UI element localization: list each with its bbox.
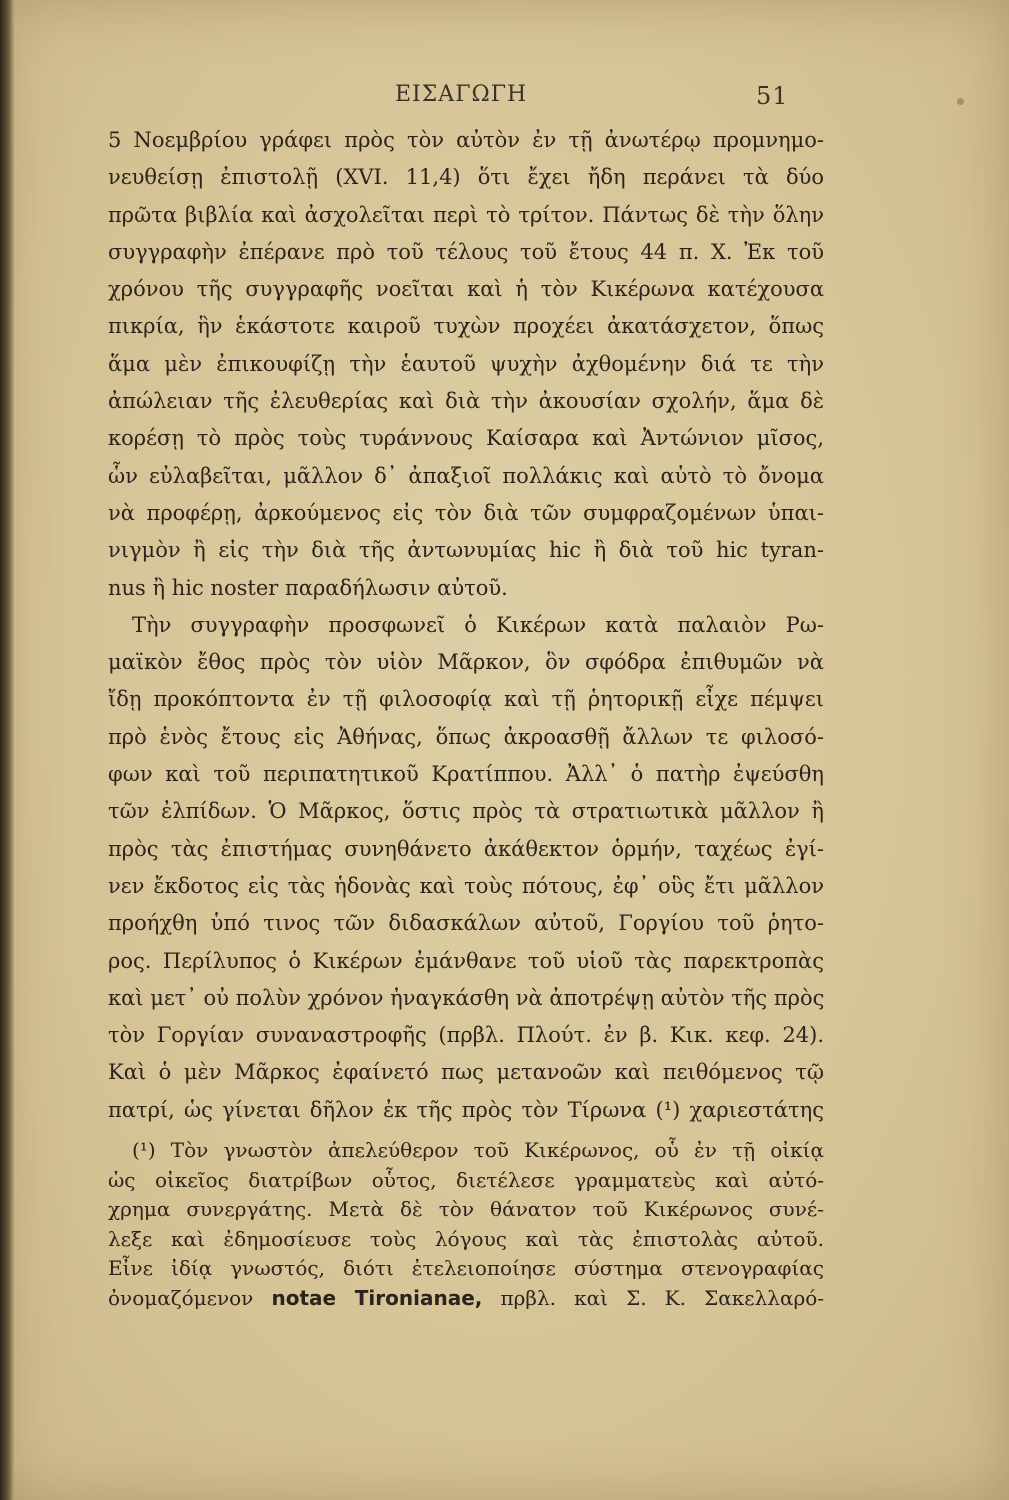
- footnote-line: Εἶνε ἰδίᾳ γνωστός, διότι ἐτελειοποίησε σύστημα στενογραφίας: [108, 1256, 824, 1280]
- page-gutter: [0, 0, 14, 1500]
- text-line: nus ἢ hic noster παραδήλωσιν αὐτοῦ.: [108, 575, 508, 600]
- text-line: κορέσῃ τὸ πρὸς τοὺς τυράννους Καίσαρα καὶ Ἀντώνιον μῖσος,: [108, 426, 824, 451]
- footnote-text: ὀνομαζόμενον: [108, 1285, 254, 1310]
- latin-term: notae Tironianae,: [271, 1285, 483, 1310]
- footnote-block: [108, 1136, 824, 1313]
- text-line: νευθείσῃ ἐπιστολῇ (XVI. 11,4) ὅτι ἔχει ἤδη περάνει τὰ δύο: [108, 165, 824, 190]
- text-line: ἴδῃ προκόπτοντα ἐν τῇ φιλοσοφίᾳ καὶ τῇ ῥητορικῇ εἶχε πέμψει: [108, 687, 824, 712]
- text-line: πρὸς τὰς ἐπιστήμας συνηθάνετο ἀκάθεκτον ὁρμήν, ταχέως ἐγί-: [108, 836, 824, 861]
- text-line: νεν ἔκδοτος εἰς τὰς ἡδονὰς καὶ τοὺς πότους, ἐφ᾽ οὓς ἔτι μᾶλλον: [108, 873, 824, 898]
- running-title: ΕΙΣΑΓΩΓΗ: [395, 82, 528, 107]
- text-line: Καὶ ὁ μὲν Μᾶρκος ἐφαίνετό πως μετανοῶν καὶ πειθόμενος τῷ: [108, 1060, 824, 1085]
- footnote-line: λεξε καὶ ἐδημοσίευσε τοὺς λόγους καὶ τὰς ἐπιστολὰς αὐτοῦ.: [108, 1226, 824, 1251]
- text-line: τῶν ἐλπίδων. Ὁ Μᾶρκος, ὅστις πρὸς τὰ στρατιωτικὰ μᾶλλον ἢ: [108, 799, 824, 824]
- footnote-last-line: [108, 1284, 824, 1314]
- text-line: τὸν Γοργίαν συναναστροφῆς (πρβλ. Πλούτ. ἐν β. Κικ. κεφ. 24).: [108, 1023, 824, 1048]
- text-line: χρόνου τῆς συγγραφῆς νοεῖται καὶ ἡ τὸν Κικέρωνα κατέχουσα: [108, 277, 824, 302]
- paragraph-start-line: Τὴν συγγραφὴν προσφωνεῖ ὁ Κικέρων κατὰ παλαιὸν Ρω-: [132, 612, 824, 637]
- text-line: πρὸ ἑνὸς ἔτους εἰς Ἀθήνας, ὅπως ἀκροασθῇ ἄλλων τε φιλοσό-: [108, 724, 824, 749]
- text-line: ρος. Περίλυπος ὁ Κικέρων ἐμάνθανε τοῦ υἱοῦ τὰς παρεκτροπὰς: [108, 948, 824, 973]
- footnote-line: (¹) Τὸν γνωστὸν ἀπελεύθερον τοῦ Κικέρωνος, οὗ ἐν τῇ οἰκίᾳ: [132, 1138, 824, 1162]
- text-line: 5 Νοεμβρίου γράφει πρὸς τὸν αὐτὸν ἐν τῇ ἀνωτέρῳ προμνημο-: [108, 128, 824, 152]
- text-line: νιγμὸν ἢ εἰς τὴν διὰ τῆς ἀντωνυμίας hic ἢ διὰ τοῦ hic tyran-: [108, 538, 824, 563]
- text-line: πρῶτα βιβλία καὶ ἀσχολεῖται περὶ τὸ τρίτον. Πάντως δὲ τὴν ὅλην: [108, 202, 824, 227]
- text-line: πικρία, ἣν ἑκάστοτε καιροῦ τυχὼν προχέει ἀκατάσχετον, ὅπως: [108, 314, 824, 339]
- text-line: ὧν εὐλαβεῖται, μᾶλλον δ᾽ ἀπαξιοῖ πολλάκις καὶ αὐτὸ τὸ ὄνομα: [108, 463, 824, 488]
- main-text: [108, 122, 824, 1129]
- text-line: πατρί, ὡς γίνεται δῆλον ἐκ τῆς πρὸς τὸν Τίρωνα (¹) χαριεστάτης: [108, 1097, 824, 1122]
- running-header: [0, 82, 1009, 112]
- text-line: φων καὶ τοῦ περιπατητικοῦ Κρατίππου. Ἀλλ᾽ ὁ πατὴρ ἐψεύσθη: [108, 762, 824, 787]
- text-line: ἀπώλειαν τῆς ἐλευθερίας καὶ διὰ τὴν ἀκουσίαν σχολήν, ἅμα δὲ: [108, 389, 824, 414]
- page-number: 51: [756, 82, 789, 110]
- text-line: μαϊκὸν ἔθος πρὸς τὸν υἱὸν Μᾶρκον, ὃν σφόδρα ἐπιθυμῶν νὰ: [108, 650, 824, 675]
- text-line: ἅμα μὲν ἐπικουφίζῃ τὴν ἑαυτοῦ ψυχὴν ἀχθομένην διά τε τὴν: [108, 351, 824, 376]
- footnote-text: πρβλ. καὶ Σ. Κ. Σακελλαρό-: [500, 1285, 825, 1310]
- text-line: συγγραφὴν ἐπέρανε πρὸ τοῦ τέλους τοῦ ἔτους 44 π. Χ. Ἐκ τοῦ: [108, 239, 824, 264]
- text-line: νὰ προφέρῃ, ἀρκούμενος εἰς τὸν διὰ τῶν συμφραζομένων ὑπαι-: [108, 500, 824, 525]
- footnote-line: χρημα συνεργάτης. Μετὰ δὲ τὸν θάνατον τοῦ Κικέρωνος συνέ-: [108, 1197, 824, 1221]
- text-line: προήχθη ὑπό τινος τῶν διδασκάλων αὐτοῦ, Γοργίου τοῦ ῥητο-: [108, 911, 824, 936]
- text-line: καὶ μετ᾽ οὐ πολὺν χρόνον ἠναγκάσθη νὰ ἀποτρέψῃ αὐτὸν τῆς πρὸς: [108, 985, 825, 1010]
- footnote-line: ὡς οἰκεῖος διατρίβων οὗτος, διετέλεσε γραμματεὺς καὶ αὐτό-: [108, 1167, 824, 1192]
